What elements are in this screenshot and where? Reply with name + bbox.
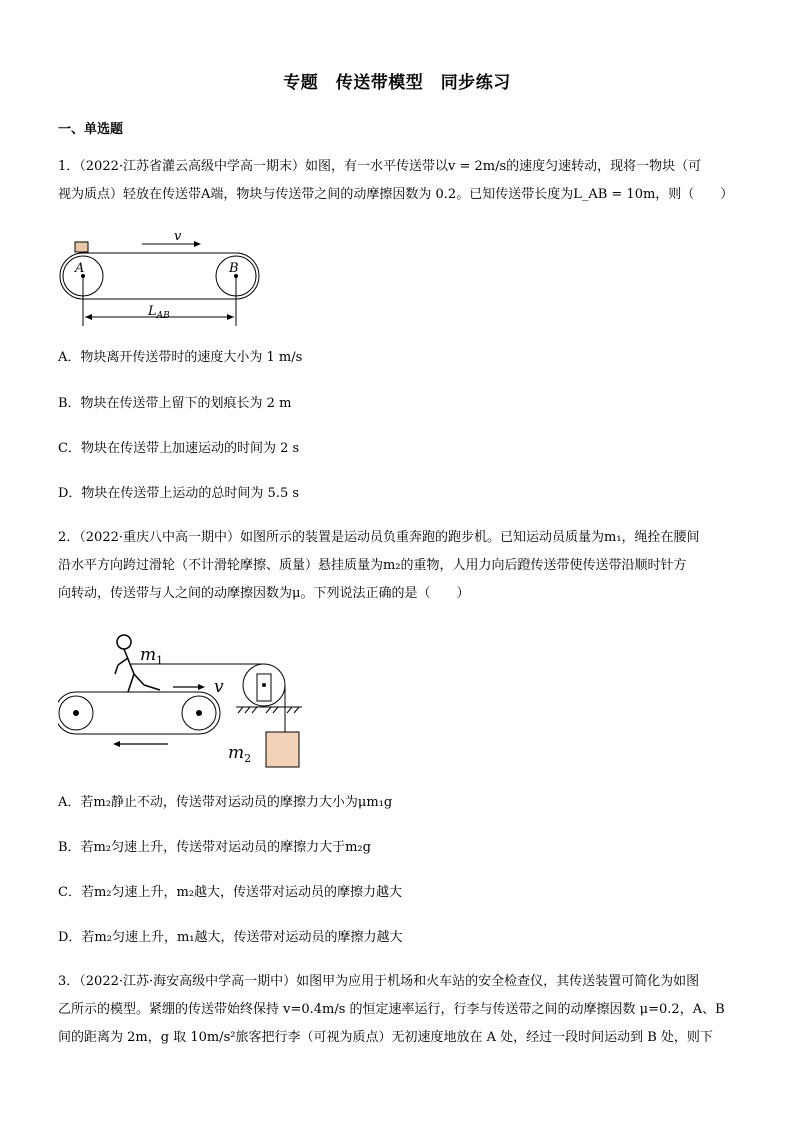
q2-option-a: A．若m₂静止不动，传送带对运动员的摩擦力大小为μm₁g [58, 795, 393, 810]
q3-line-2: 乙所示的模型。紧绷的传送带始终保持 v=0.4m/s 的恒定速率运行，行李与传送带之间的动摩擦因数 μ=0.2，A、B [58, 1002, 725, 1017]
q3-line-1: 3．（2022·江苏·海安高级中学高一期中）如图甲为应用于机场和火车站的安全检查仪，其传送装置可简化为如图 [58, 974, 700, 989]
section-heading: 一、单选题 [58, 122, 124, 137]
q1-line-1: 1．（2022·江苏省灌云高级中学高一期末）如图，有一水平传送带以v = 2m/s的速度匀速转动，现将一物块（可 [58, 159, 702, 174]
q1-option-d: D．物块在传送带上运动的总时间为 5.5 s [58, 486, 300, 501]
block [75, 242, 88, 252]
velocity-label: v [214, 677, 224, 697]
hanging-mass [266, 732, 299, 767]
q1-option-b: B．物块在传送带上留下的划痕长为 2 m [58, 396, 292, 411]
m1-label: $m_1$ [140, 645, 164, 667]
velocity-label: v [174, 229, 182, 244]
q1-conveyor-figure [58, 222, 278, 332]
q2-line-1: 2．（2022·重庆八中高一期中）如图所示的装置是运动员负重奔跑的跑步机。已知运动员质量为m₁，绳拴在腰间 [58, 530, 700, 545]
q1-option-c: C．物块在传送带上加速运动的时间为 2 s [58, 441, 300, 456]
q2-line-2: 沿水平方向跨过滑轮（不计滑轮摩擦、质量）悬挂质量为m₂的重物，人用力向后蹬传送带使传送带沿顺时针方 [58, 558, 687, 573]
label-b: B [229, 261, 239, 276]
q2-option-b: B．若m₂匀速上升，传送带对运动员的摩擦力大于m₂g [58, 840, 371, 855]
m2-label: $m_2$ [228, 743, 252, 765]
pulley-bracket [257, 674, 271, 701]
q2-line-3: 向转动，传送带与人之间的动摩擦因数为μ。下列说法正确的是（ ） [58, 586, 470, 601]
label-a: A [75, 261, 85, 276]
conveyor-belt [60, 253, 259, 299]
page-title: 专题 传送带模型 同步练习 [283, 73, 511, 93]
q3-line-3: 间的距离为 2m，g 取 10m/s²旅客把行李（可视为质点）无初速度地放在 A 处，经过一段时间运动到 B 处，则下 [58, 1030, 713, 1045]
q2-option-c: C．若m₂匀速上升，m₂越大，传送带对运动员的摩擦力越大 [58, 885, 403, 900]
q2-option-d: D．若m₂匀速上升，m₁越大，传送带对运动员的摩擦力越大 [58, 930, 403, 945]
treadmill-belt [58, 692, 220, 734]
length-label: $L_{AB}$ [148, 304, 170, 321]
q1-option-a: A．物块离开传送带时的速度大小为 1 m/s [58, 350, 303, 365]
q1-line-2: 视为质点）轻放在传送带A端，物块与传送带之间的动摩擦因数为 0.2。已知传送带长度为L_AB = 10m，则（ ） [58, 187, 734, 202]
q2-treadmill-figure [58, 630, 318, 775]
